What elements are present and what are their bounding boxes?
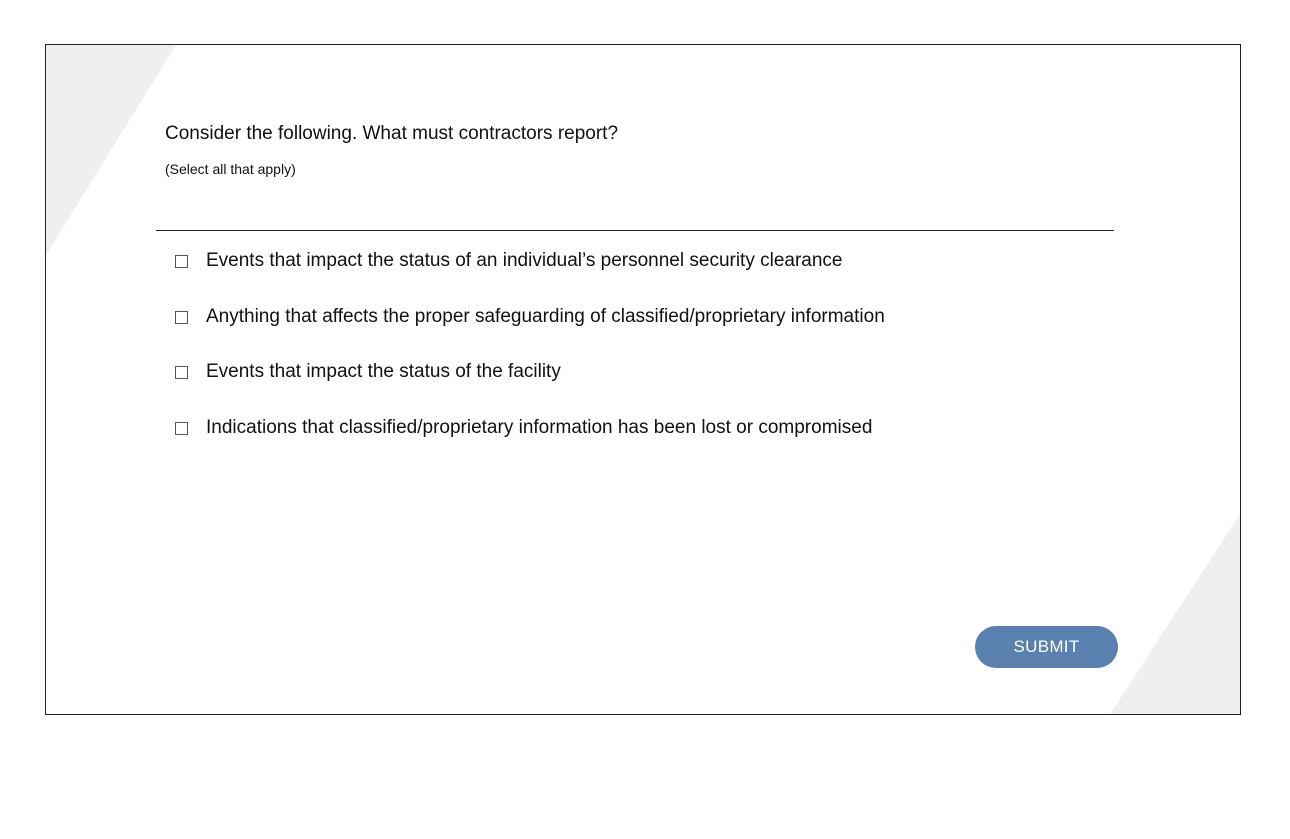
option-checkbox[interactable] <box>175 255 188 268</box>
option-checkbox[interactable] <box>175 422 188 435</box>
option-label: Indications that classified/proprietary information has been lost or compromised <box>206 417 873 438</box>
option-label: Anything that affects the proper safeguarding of classified/proprietary information <box>206 306 885 327</box>
option-checkbox[interactable] <box>175 366 188 379</box>
submit-button[interactable]: SUBMIT <box>975 626 1118 668</box>
option-label: Events that impact the status of the facility <box>206 361 561 382</box>
decorative-corner-bottom-right <box>1110 514 1240 714</box>
option-checkbox[interactable] <box>175 311 188 324</box>
option-facility-status[interactable] <box>175 361 561 383</box>
option-label: Events that impact the status of an individual’s personnel security clearance <box>206 250 843 271</box>
decorative-corner-top-left <box>46 45 176 255</box>
quiz-slide <box>45 44 1241 715</box>
option-safeguarding[interactable] <box>175 306 885 328</box>
divider <box>156 230 1114 231</box>
question-instruction: (Select all that apply) <box>165 161 296 177</box>
question-text: Consider the following. What must contractors report? <box>165 123 619 144</box>
option-personnel-clearance[interactable] <box>175 250 843 272</box>
option-lost-compromised[interactable] <box>175 417 872 439</box>
